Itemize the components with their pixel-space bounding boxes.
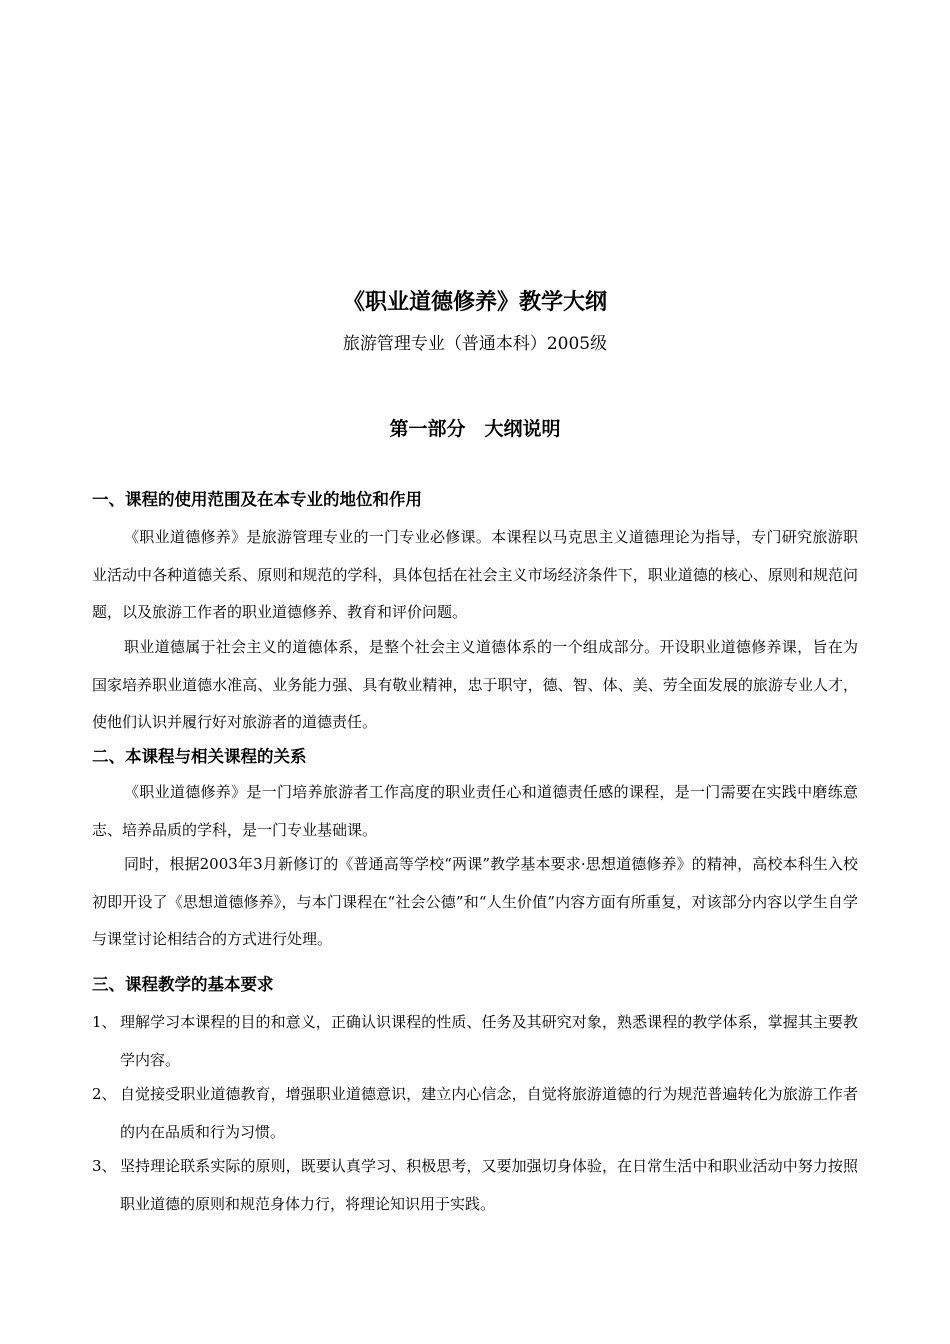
document-title: 《职业道德修养》教学大纲 (342, 290, 607, 315)
section-heading-2: 二、本课程与相关课程的关系 (92, 747, 307, 766)
section-heading-3: 三、课程教学的基本要求 (92, 975, 274, 994)
requirement-item-2 (92, 1076, 858, 1151)
section-1-paragraph-2: 职业道德属于社会主义的道德体系，是整个社会主义道德体系的一个组成部分。开设职业道德修养课，旨在为国家培养职业道德水准高、业务能力强、具有敬业精神，忠于职守，德、智、体、美、劳全面发展的旅游专业人才，使他们认识并履行好对旅游者的道德责任。 (92, 638, 858, 731)
section-2-paragraph-2: 同时，根据2003年3月新修订的《普通高等学校“两课”教学基本要求·思想道德修养》的精神，高校本科生入校初即开设了《思想道德修养》，与本门课程在“社会公德”和“人生价值”内容方面有所重复，对该部分内容以学生自学与课堂讨论相结合的方式进行处理。 (92, 855, 858, 948)
section-2-paragraph-1: 《职业道德修养》是一门培养旅游者工作高度的职业责任心和道德责任感的课程，是一门需要在实践中磨练意志、培养品质的学科，是一门专业基础课。 (92, 783, 858, 839)
requirement-item-3 (92, 1148, 858, 1223)
section-1-paragraph-1: 《职业道德修养》是旅游管理专业的一门专业必修课。本课程以马克思主义道德理论为指导，专门研究旅游职业活动中各种道德关系、原则和规范的学科，具体包括在社会主义市场经济条件下，职业道德的核心、原则和规范问题，以及旅游工作者的职业道德修养、教育和评价问题。 (92, 528, 858, 621)
requirement-number: 2、 (92, 1085, 117, 1103)
requirement-text: 理解学习本课程的目的和意义，正确认识课程的性质、任务及其研究对象，熟悉课程的教学体系，掌握其主要教学内容。 (120, 1013, 858, 1069)
requirement-number: 1、 (92, 1013, 117, 1031)
requirement-text: 自觉接受职业道德教育，增强职业道德意识，建立内心信念，自觉将旅游道德的行为规范普遍转化为旅游工作者的内在品质和行为习惯。 (120, 1085, 858, 1141)
requirement-number: 3、 (92, 1157, 117, 1175)
section-heading-1: 一、课程的使用范围及在本专业的地位和作用 (92, 490, 422, 509)
requirement-text: 坚持理论联系实际的原则，既要认真学习、积极思考，又要加强切身体验，在日常生活中和职业活动中努力按照职业道德的原则和规范身体力行，将理论知识用于实践。 (120, 1157, 858, 1213)
requirement-item-1 (92, 1004, 858, 1079)
document-subtitle: 旅游管理专业（普通本科）2005级 (342, 334, 608, 354)
part-title: 第一部分 大纲说明 (389, 418, 561, 440)
